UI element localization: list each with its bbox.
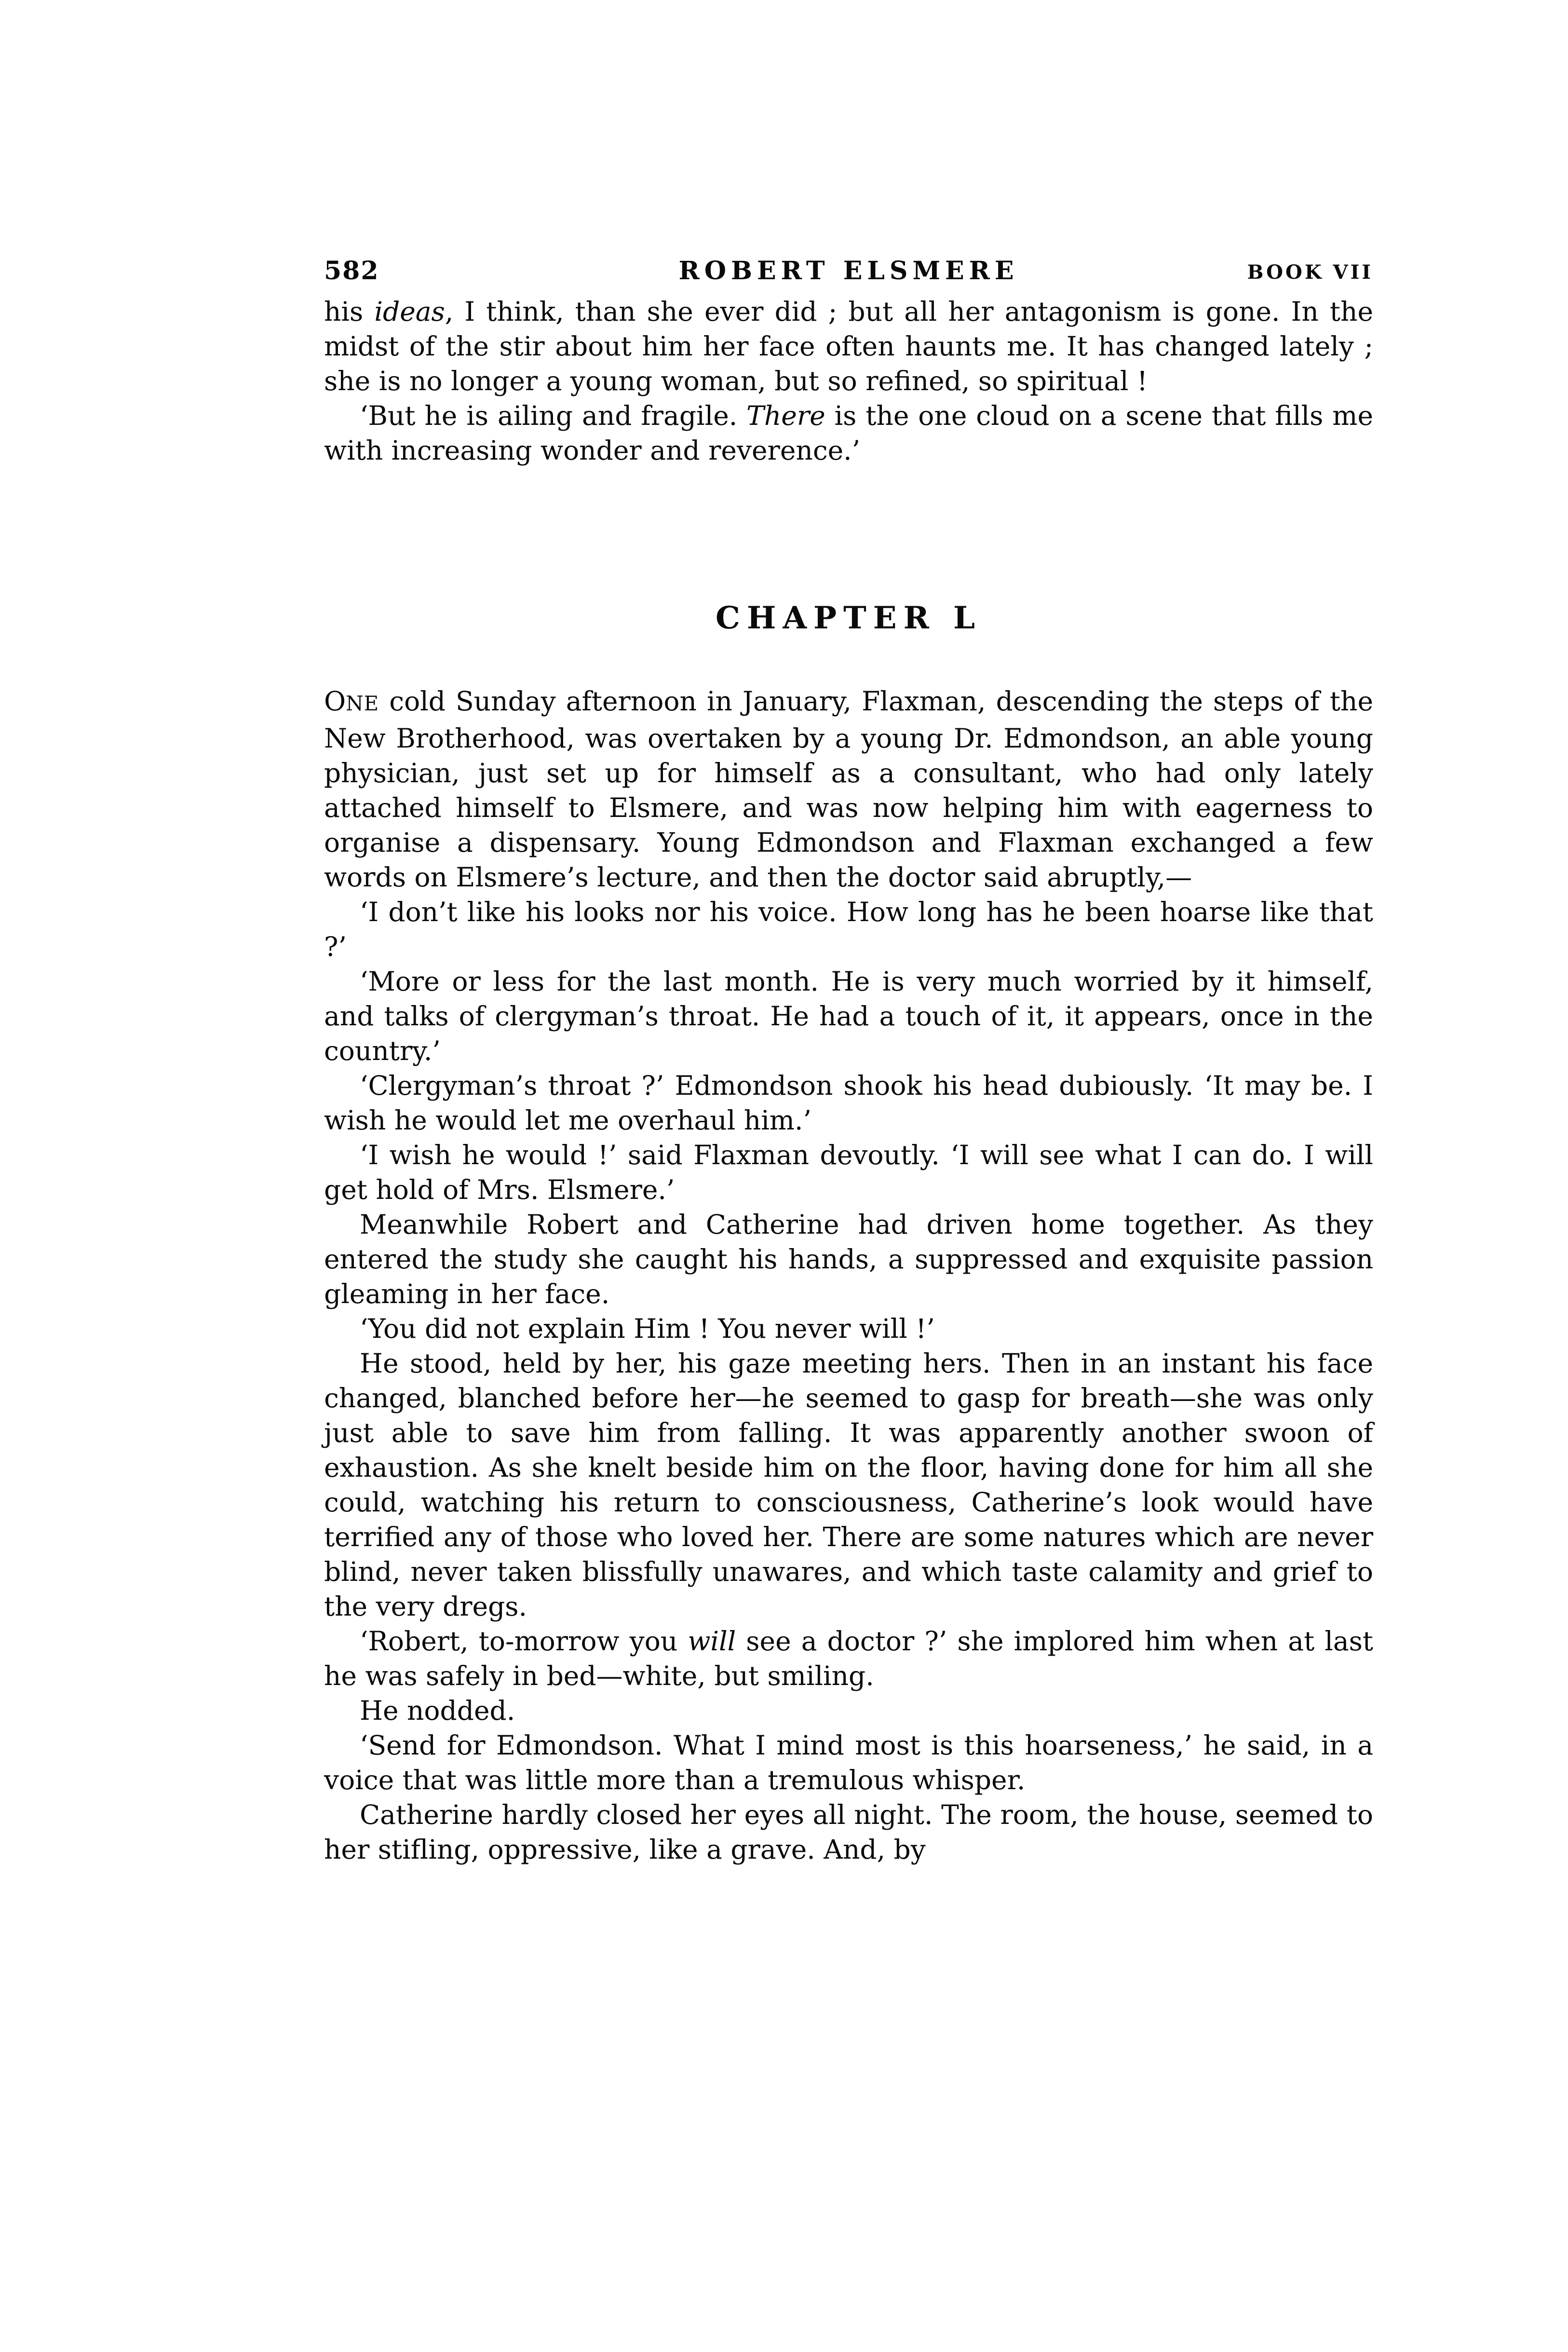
body-text: ‘Clergyman’s throat ?’ Edmondson shook his head dubiously. ‘It may be. I wish he would let me overhaul him.’ <box>324 1070 1373 1136</box>
body-text: ‘But he is ailing and fragile. <box>360 400 747 431</box>
paragraph <box>324 1207 1373 1311</box>
body-text: Catherine hardly closed her eyes all night. The room, the house, seemed to her stifling, oppressive, like a grave. And, by <box>324 1799 1373 1865</box>
paragraph <box>324 1311 1373 1346</box>
body-text: O <box>324 686 346 717</box>
paragraph <box>324 895 1373 964</box>
paragraph <box>324 684 1373 895</box>
body-text: his <box>324 296 375 327</box>
smallcaps-text: NE <box>346 692 379 715</box>
paragraph <box>324 1728 1373 1797</box>
running-header <box>324 247 1373 286</box>
paragraph <box>324 1138 1373 1207</box>
italic-text: There <box>746 400 825 431</box>
paragraph <box>324 964 1373 1068</box>
body-text: is the one cloud on a scene that fills me with increasing wonder and reverence.’ <box>324 400 1373 466</box>
paragraph <box>324 1068 1373 1138</box>
paragraph <box>324 294 1373 398</box>
text-body <box>324 294 1373 1867</box>
body-text: Meanwhile Robert and Catherine had driven home together. As they entered the study she caught his hands, a suppressed and exquisite passion gleaming in her face. <box>324 1209 1373 1309</box>
body-text: ‘Robert, to-morrow you <box>360 1626 688 1657</box>
body-text: ‘I don’t like his looks nor his voice. How long has he been hoarse like that ?’ <box>324 897 1373 962</box>
body-text: see a doctor ?’ she implored him when at last he was safely in bed—white, but smiling. <box>324 1626 1373 1691</box>
body-text: He nodded. <box>360 1695 515 1726</box>
body-text: He stood, held by her, his gaze meeting hers. Then in an instant his face changed, blanched before her—he seemed to gasp for breath—she was only just able to save him from falling. It was apparently another swoon of exhaustion. As she knelt beside him on the floor, having done for him all she could, watching his return to consciousness, Catherine’s look would have terrified any of those who loved her. There are some natures which are never blind, never taken blissfully unawares, and which taste calamity and grief to the very dregs. <box>324 1348 1373 1622</box>
book-label: BOOK VII <box>1247 261 1373 284</box>
paragraph <box>324 1797 1373 1867</box>
paragraph <box>324 1693 1373 1728</box>
paragraph <box>324 1346 1373 1624</box>
running-title: ROBERT ELSMERE <box>678 256 1019 286</box>
page-number: 582 <box>324 256 379 286</box>
italic-text: ideas <box>374 296 445 327</box>
italic-text: will <box>688 1626 736 1657</box>
paragraph <box>324 1624 1373 1693</box>
body-text: , I think, than she ever did ; but all her antagonism is gone. In the midst of the stir about him her face often haunts me. It has changed lately ; she is no longer a young woman, but so refined, so spiritual ! <box>324 296 1373 396</box>
body-text: ‘You did not explain Him ! You never will !’ <box>360 1313 935 1344</box>
body-text: ‘More or less for the last month. He is very much worried by it himself, and talks of clergyman’s throat. He had a touch of it, it appears, once in the country.’ <box>324 966 1373 1066</box>
body-text: ‘I wish he would !’ said Flaxman devoutly. ‘I will see what I can do. I will get hold of Mrs. Elsmere.’ <box>324 1140 1373 1205</box>
paragraph <box>324 398 1373 468</box>
body-text: ‘Send for Edmondson. What I mind most is this hoarseness,’ he said, in a voice that was little more than a tremulous whisper. <box>324 1730 1373 1795</box>
body-text: cold Sunday afternoon in January, Flaxman, descending the steps of the New Brotherhood, was overtaken by a young Dr. Edmondson, an able young physician, just set up for himself as a consultant, who had only lately attached himself to Elsmere, and was now helping him with eagerness to organise a dispensary. Young Edmondson and Flaxman exchanged a few words on Elsmere’s lecture, and then the doctor said abruptly,— <box>324 686 1373 893</box>
chapter-heading: CHAPTER L <box>715 600 982 636</box>
